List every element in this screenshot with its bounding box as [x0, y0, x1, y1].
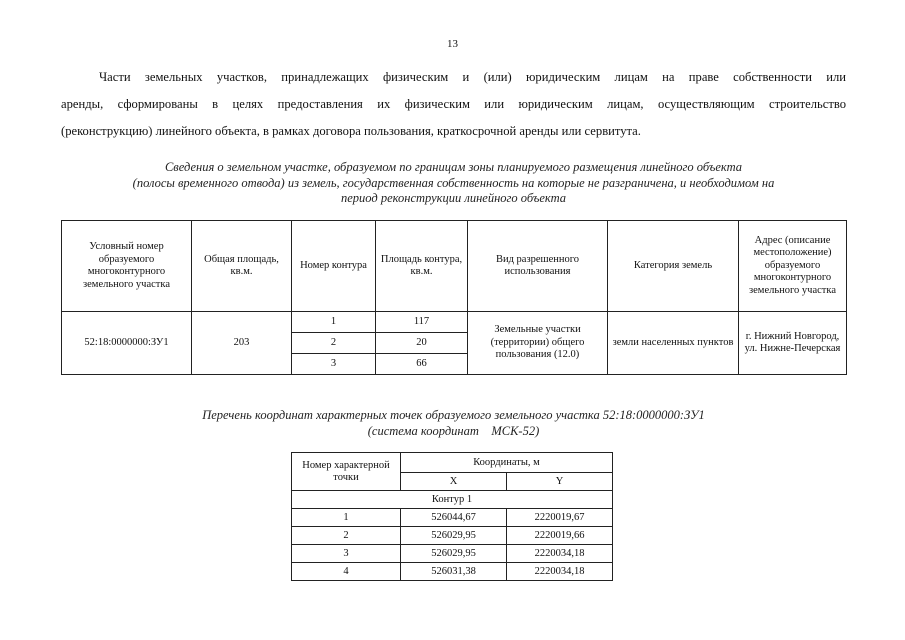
col-header: Условный номер образуемого многоконтурного земельного участка [62, 221, 192, 312]
contour-number: 1 [292, 312, 376, 333]
coord-y: 2220019,67 [507, 509, 613, 527]
contour-area: 66 [376, 354, 468, 375]
address: г. Нижний Новгород, ул. Нижне-Печерская [739, 312, 847, 375]
coord-y: 2220034,18 [507, 545, 613, 563]
col-header: Площадь контура, кв.м. [376, 221, 468, 312]
coord-y: 2220019,66 [507, 527, 613, 545]
coord-y: 2220034,18 [507, 563, 613, 581]
land-category: земли населенных пунктов [608, 312, 739, 375]
point-number: 2 [292, 527, 401, 545]
intro-line: Части земельных участков, принадлежащих физическим и (или) юридическим лицам на праве собственности или [99, 70, 846, 84]
table-row [292, 509, 613, 527]
contour-number: 3 [292, 354, 376, 375]
table-row [62, 312, 847, 333]
parcel-id: 52:18:0000000:ЗУ1 [62, 312, 192, 375]
table-row [292, 527, 613, 545]
parcel-table [61, 220, 847, 375]
caption-line: период реконструкции линейного объекта [341, 191, 566, 205]
caption-line: Перечень координат характерных точек образуемого земельного участка 52:18:0000000:ЗУ1 [202, 408, 705, 422]
contour-area: 117 [376, 312, 468, 333]
table2-caption [61, 408, 846, 439]
caption-line: (полосы временного отвода) из земель, государственная собственность на которые не разграничена, и необходимом на [132, 175, 775, 190]
point-number: 3 [292, 545, 401, 563]
coord-x: 526029,95 [401, 545, 507, 563]
page-number: 13 [447, 38, 458, 50]
table-row [292, 563, 613, 581]
col-header: Общая площадь, кв.м. [192, 221, 292, 312]
caption-line: Сведения о земельном участке, образуемом по границам зоны планируемого размещения линейного объекта [164, 160, 743, 174]
table-row [292, 491, 613, 509]
table1-caption [61, 160, 846, 207]
col-header: Адрес (описание местоположение) образуемого многоконтурного земельного участка [739, 221, 847, 312]
intro-line: (реконструкцию) линейного объекта, в рамках договора пользования, краткосрочной аренды или сервитута. [61, 124, 641, 138]
caption-line: (система координат МСК-52) [367, 423, 540, 438]
point-number: 1 [292, 509, 401, 527]
point-number: 4 [292, 563, 401, 581]
intro-paragraph [61, 64, 846, 145]
table-row [292, 545, 613, 563]
table-header-row [62, 221, 847, 312]
total-area: 203 [192, 312, 292, 375]
coord-x: 526044,67 [401, 509, 507, 527]
contour-label: Контур 1 [292, 491, 613, 509]
col-header: Категория земель [608, 221, 739, 312]
intro-line: аренды, сформированы в целях предоставления их физическим или юридическим лицам, осуществляющим строительство [61, 97, 846, 111]
permitted-use: Земельные участки (территории) общего пользования (12.0) [468, 312, 608, 375]
table-header-row [292, 453, 613, 473]
coord-x: 526029,95 [401, 527, 507, 545]
point-number-header: Номер характерной точки [292, 453, 401, 491]
x-header: X [401, 473, 507, 491]
contour-number: 2 [292, 333, 376, 354]
coord-x: 526031,38 [401, 563, 507, 581]
col-header: Номер контура [292, 221, 376, 312]
contour-area: 20 [376, 333, 468, 354]
coordinates-header: Координаты, м [401, 453, 613, 473]
coordinates-table [291, 452, 613, 581]
col-header: Вид разрешенного использования [468, 221, 608, 312]
y-header: Y [507, 473, 613, 491]
